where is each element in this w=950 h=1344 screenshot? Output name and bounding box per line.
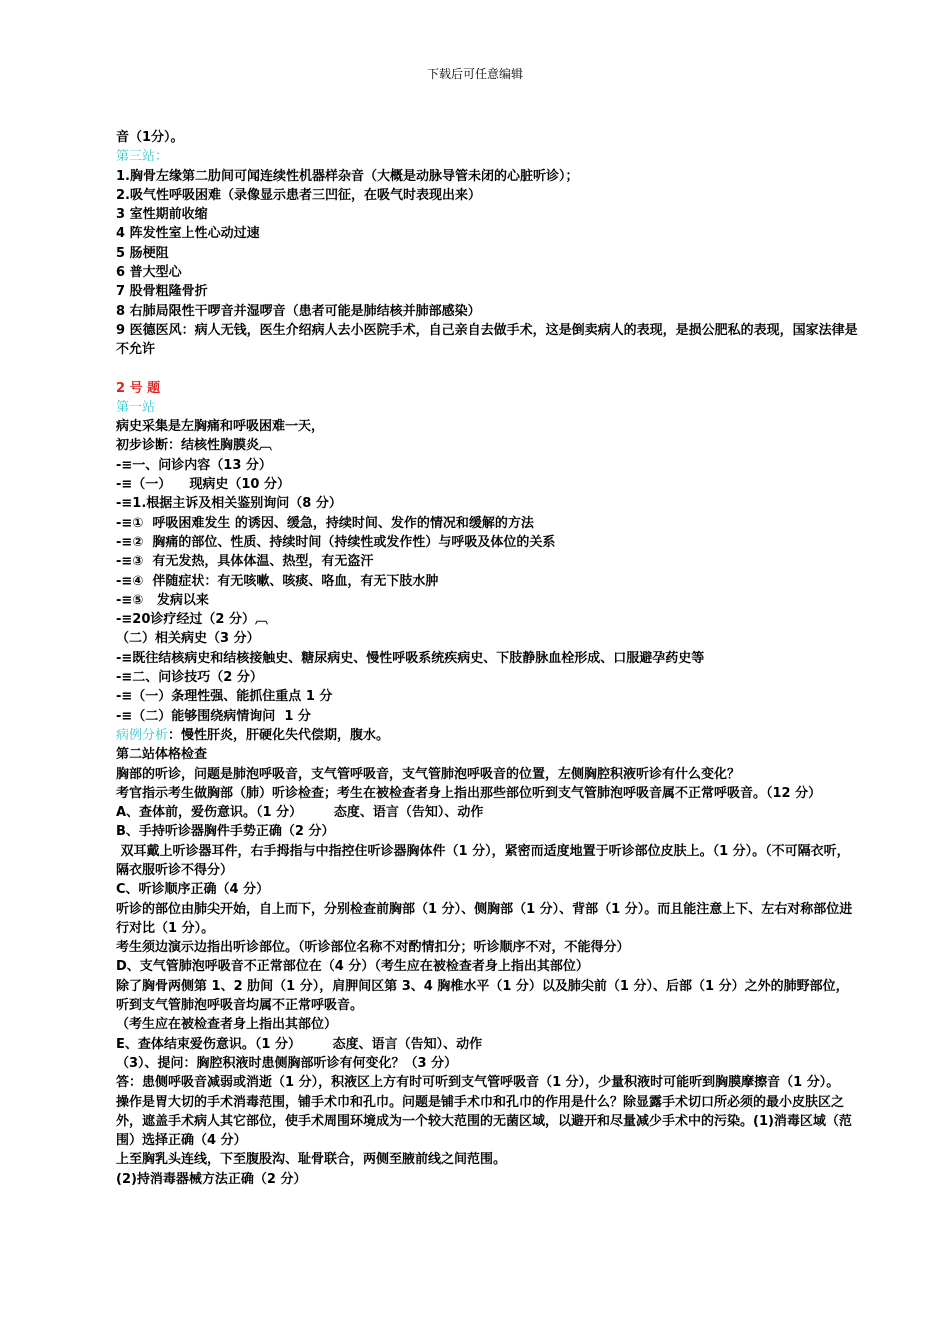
text-segment: 9 医德医风：病人无钱，医生介绍病人去小医院手术，自己亲自去做手术，这是倒卖病人的表现，是损公肥私的表现，国家法律是不允许 — [116, 322, 858, 358]
text-line — [116, 186, 858, 205]
text-line — [116, 147, 858, 166]
text-segment: 病史采集是左胸痛和呼吸困难一天， — [116, 419, 325, 435]
text-segment: A、查体前，爱伤意识。（1 分） 态度、语言（告知）、动作 — [116, 805, 484, 821]
text-line — [116, 1073, 858, 1092]
text-line — [116, 745, 858, 764]
text-segment: -≡（一）条理性强、能抓住重点 1 分 — [116, 689, 333, 705]
text-line — [116, 726, 858, 745]
text-segment: （考生应在被检查者身上指出其部位） — [116, 1017, 338, 1033]
text-segment: -≡20诊疗经过（2 分） — [116, 612, 255, 628]
text-line — [116, 629, 858, 648]
text-segment: -≡二、问诊技巧（2 分） — [116, 670, 263, 686]
text-line — [116, 1170, 858, 1189]
text-line — [116, 1054, 858, 1073]
text-line — [116, 1150, 858, 1169]
text-line — [116, 456, 858, 475]
page-header: 下载后可任意编辑 — [426, 67, 523, 81]
text-line — [116, 436, 858, 455]
text-segment: （3）、提问：胸腔积液时患侧胸部听诊有何变化？（3 分） — [116, 1055, 458, 1071]
text-line — [116, 803, 858, 822]
text-segment: 双耳戴上听诊器耳件，右手拇指与中指控住听诊器胸体件（1 分），紧密而适度地置于听诊部位皮肤上。（1 分）。（不可隔衣听，隔衣服听诊不得分） — [116, 843, 850, 878]
text-line — [116, 687, 858, 706]
text-segment: 3 室性期前收缩 — [116, 207, 208, 223]
text-line — [116, 784, 858, 803]
text-line — [116, 494, 858, 513]
text-line — [116, 880, 858, 899]
text-line — [116, 591, 858, 610]
text-segment: -≡（一） 现病史（10 分） — [116, 477, 291, 493]
text-line — [116, 282, 858, 301]
text-segment: 第二站体格检查 — [116, 747, 208, 763]
text-line — [116, 977, 858, 1016]
text-segment: -≡既往结核病史和结核接触史、糖尿病史、慢性呼吸系统疾病史、下肢静脉血栓形成、口服避孕药史等 — [116, 650, 705, 666]
text-line — [116, 957, 858, 976]
question-heading: 2 号 题 — [116, 380, 161, 396]
text-segment: ︹ — [254, 612, 268, 628]
text-line — [116, 224, 858, 243]
text-line — [116, 822, 858, 841]
text-segment: (2)持消毒器械方法正确（2 分） — [116, 1171, 307, 1187]
text-segment: 答：患侧呼吸音减弱或消逝（1 分），积液区上方有时可听到支气管呼吸音（1 分），少量积液时可能听到胸膜摩擦音（1 分）。 — [116, 1075, 840, 1091]
text-segment: 6 普大型心 — [116, 265, 182, 281]
text-segment: -≡① 呼吸困难发生 的诱因、缓急，持续时间、发作的情况和缓解的方法 — [116, 515, 534, 531]
text-line — [116, 610, 858, 629]
text-segment: -≡一、问诊内容（13 分） — [116, 457, 272, 473]
text-line — [116, 379, 858, 398]
text-segment: D、支气管肺泡呼吸音不正常部位在（4 分）（考生应在被检查者身上指出其部位） — [116, 959, 589, 975]
text-segment: ︹ — [259, 438, 273, 454]
text-segment: 胸部的听诊，问题是肺泡呼吸音，支气管呼吸音，支气管肺泡呼吸音的位置，左侧胸腔积液听诊有什么变化？ — [116, 766, 741, 782]
text-segment: E、查体结束爱伤意识。（1 分） 态度、语言（告知）、动作 — [116, 1036, 483, 1052]
text-line — [116, 244, 858, 263]
text-line — [116, 707, 858, 726]
text-segment: 初步诊断：结核性胸膜炎 — [116, 438, 260, 454]
text-segment: （二）相关病史（3 分） — [116, 631, 260, 647]
text-segment: 除了胸骨两侧第 1、2 肋间（1 分），肩胛间区第 3、4 胸椎水平（1 分）以及肺尖前（1 分）、后部（1 分）之外的肺野部位，听到支气管肺泡呼吸音均属不正常呼吸音。 — [116, 978, 849, 1014]
text-segment: -≡⑤ 发病以来 — [116, 592, 209, 608]
text-line — [116, 938, 858, 957]
document-body — [116, 128, 858, 1189]
text-segment: 考生须边演示边指出听诊部位。（听诊部位名称不对酌情扣分；听诊顺序不对，不能得分） — [116, 940, 630, 956]
text-line — [116, 668, 858, 687]
text-line — [116, 533, 858, 552]
text-line — [116, 572, 858, 591]
text-segment: -≡1.根据主诉及相关鉴别询问（8 分） — [116, 496, 342, 512]
text-segment: 听诊的部位由肺尖开始，自上而下，分别检查前胸部（1 分）、侧胸部（1 分）、背部（1 分）。而且能注意上下、左右对称部位进行对比（1 分）。 — [116, 901, 853, 936]
text-line — [116, 302, 858, 321]
text-line — [116, 900, 858, 939]
text-line — [116, 649, 858, 668]
text-segment: 考官指示考生做胸部（肺）听诊检查；考生在被检查者身上指出那些部位听到支气管肺泡呼吸音属不正常呼吸音。（12 分） — [116, 785, 822, 801]
text-segment: -≡④ 伴随症状：有无咳嗽、咳痰、咯血，有无下肢水肿 — [116, 573, 439, 589]
text-segment: -≡③ 有无发热，具体体温、热型，有无盗汗 — [116, 554, 374, 570]
text-segment: 2.吸气性呼吸困难（录像显示患者三凹征，在吸气时表现出来） — [116, 187, 481, 203]
text-segment: ：慢性肝炎，肝硬化失代偿期，腹水。 — [168, 727, 390, 743]
text-segment: 上至胸乳头连线，下至腹股沟、耻骨联合，两侧至腋前线之间范围。 — [116, 1152, 507, 1168]
text-segment: 操作是胃大切的手术消毒范围，铺手术巾和孔巾。问题是铺手术巾和孔巾的作用是什么？除显露手术切口所必须的最小皮肤区之外，遮盖手术病人其它部位，使手术周围环境成为一个较大范围的无菌区域，以避开和尽量减少手术中的污染。(1)消毒区域（范围）选择正确（4 分） — [116, 1094, 852, 1149]
text-segment: 5 肠梗阻 — [116, 245, 169, 261]
text-line — [116, 417, 858, 436]
text-line — [116, 128, 858, 147]
text-line — [116, 1015, 858, 1034]
text-line — [116, 1035, 858, 1054]
text-line — [116, 552, 858, 571]
text-line — [116, 475, 858, 494]
text-line — [116, 205, 858, 224]
text-segment: 4 阵发性室上性心动过速 — [116, 226, 260, 242]
text-line — [116, 398, 858, 417]
text-segment: -≡② 胸痛的部位、性质、持续时间（持续性或发作性）与呼吸及体位的关系 — [116, 534, 556, 550]
text-segment: B、手持听诊器胸件手势正确（2 分） — [116, 824, 335, 840]
text-line — [116, 263, 858, 282]
blank-line — [116, 360, 858, 379]
text-segment: 1.胸骨左缘第二肋间可闻连续性机器样杂音（大概是动脉导管未闭的心脏听诊）； — [116, 168, 579, 184]
text-line — [116, 167, 858, 186]
section-heading: 第一站 — [116, 399, 156, 415]
section-heading: 第三站： — [116, 149, 169, 165]
text-line — [116, 514, 858, 533]
text-segment: 音（1分）。 — [116, 130, 184, 145]
text-segment: 7 股骨粗隆骨折 — [116, 284, 208, 300]
text-segment: C、听诊顺序正确（4 分） — [116, 882, 270, 898]
section-heading: 病例分析 — [116, 727, 169, 743]
text-segment: -≡（二）能够围绕病情询问 1 分 — [116, 708, 311, 724]
text-line — [116, 765, 858, 784]
text-segment: 8 右肺局限性干啰音并湿啰音（患者可能是肺结核并肺部感染） — [116, 303, 481, 319]
text-line — [116, 842, 858, 881]
text-line — [116, 1093, 858, 1151]
text-line — [116, 321, 858, 360]
